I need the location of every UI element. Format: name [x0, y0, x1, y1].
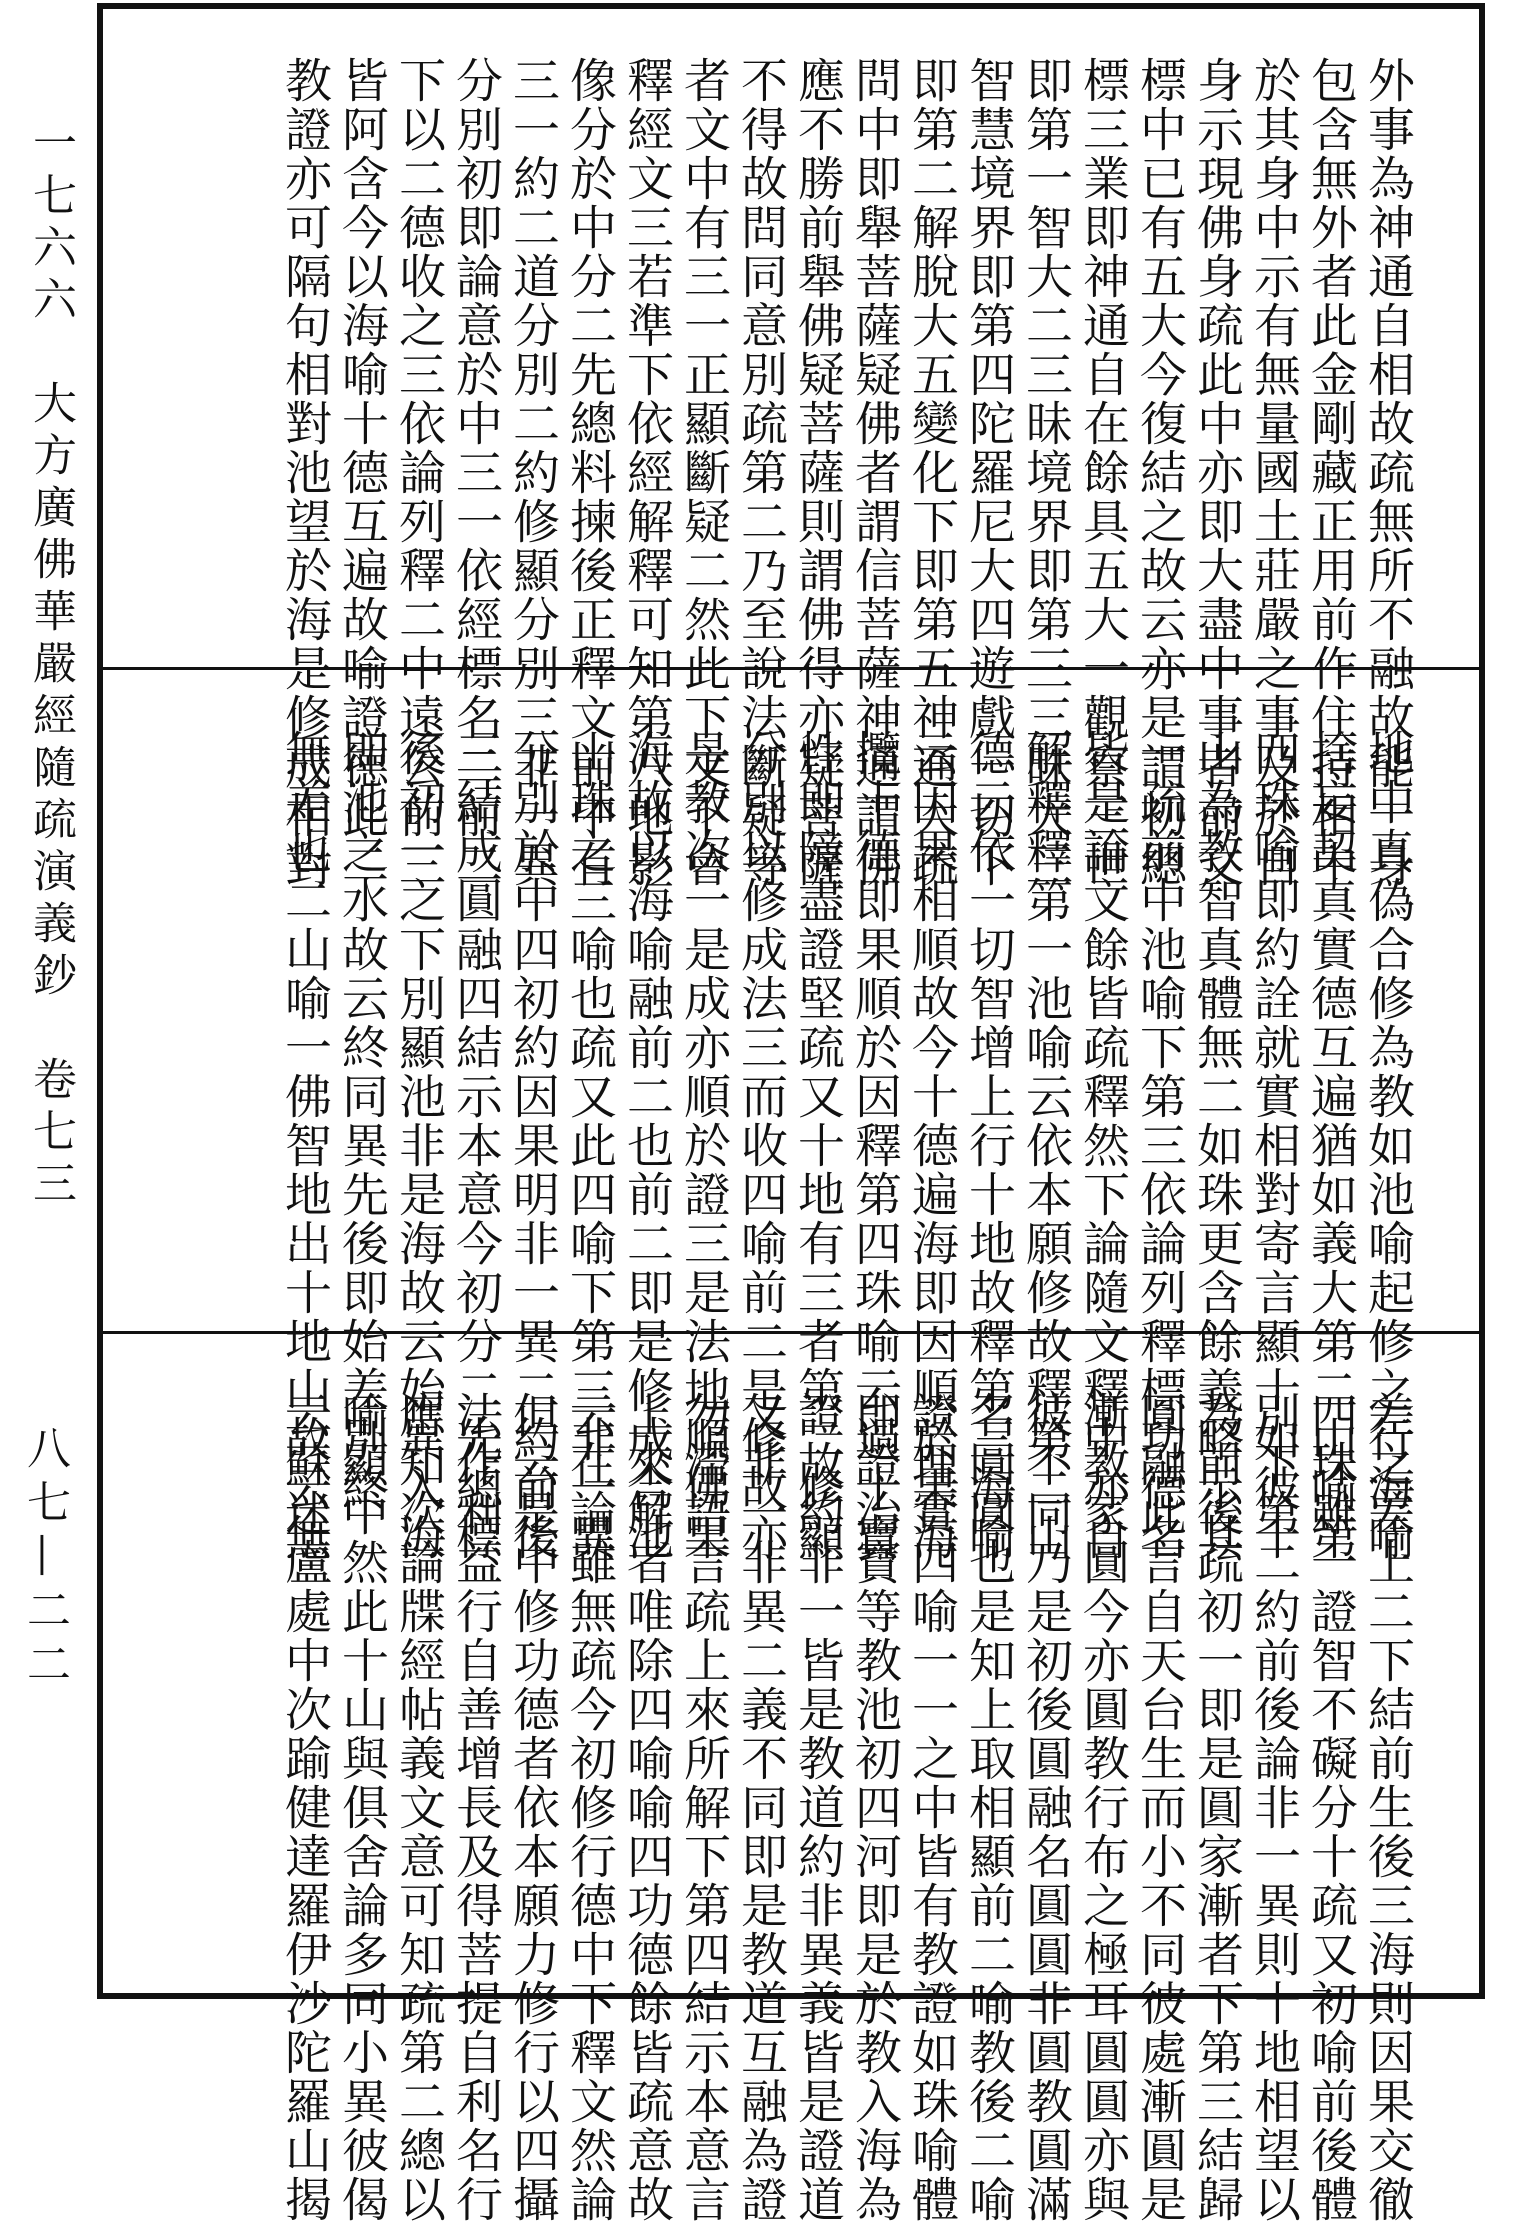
text-column: 教證亦可隔句相對池望於海是修成相對	[277, 56, 332, 889]
text-column: 證理實四喻一一之中皆有教證如珠喻體	[904, 1391, 959, 2224]
text-column: 云在論雖無疏今初修行德中下釋文然論	[562, 1391, 617, 2224]
text-column: 分別初即論意於中三一依經標名二前二	[448, 56, 503, 889]
text-column: 漸教家圓今亦圓教行布之極耳圓圓亦與	[1075, 1391, 1130, 2224]
text-column: 四珠雖一證智不礙分十疏又初喻前後體	[1303, 1391, 1358, 2224]
text-column: 分別於中四初約因果明非一異二約前後	[505, 729, 560, 1562]
text-column: 捨妄契真實德互遍猶如義大第二山喻第	[1303, 729, 1358, 1562]
text-column: 攬十德即果順於因釋第四珠喻云過十寶	[847, 729, 902, 1562]
text-column: 即第一智大二三昧境界即第三三昧大三	[1018, 56, 1073, 889]
text-column: 彼不同乃是初後圓融名圓圓非圓教圓滿	[1018, 1391, 1073, 2224]
text-register-2	[97, 679, 1485, 1562]
text-column: 外事為神通自相故疏無所不融故能一身	[1360, 56, 1415, 889]
text-column: 皆是論文餘皆疏釋然下論隨文釋中亦自	[1075, 729, 1130, 1562]
text-column: 山為教智真體無二如珠更含餘義略示其	[1189, 729, 1244, 1562]
text-column: 地中真偽合修為教如池喻起修之行海喻	[1360, 729, 1415, 1562]
text-column: 上來解者唯除四喻喻四功德餘皆疏意故	[619, 1391, 674, 2224]
text-column: 標中已有五大今復結之故云亦是謂初總	[1132, 56, 1187, 889]
text-column: 皆阿含今以海喻十德互遍故喻證德此二	[334, 56, 389, 889]
text-column: 為前後疏初一即是圓家漸者下第三結歸	[1189, 1391, 1244, 2224]
text-column: 應不勝前舉佛疑菩薩則謂佛得亦疑菩薩	[790, 56, 845, 889]
text-column: 證故約非一皆是教道約非異義皆是證道	[790, 1391, 845, 2224]
text-column: 名圓圓也是知上取相顯前二喻教後二喻	[961, 1391, 1016, 2224]
text-column: 即證治寶等教池初四河即是於教入海為	[847, 1391, 902, 2224]
text-column: 三一約二道分別二約修顯分別三非一異	[505, 56, 560, 889]
text-column: 即池之水故云終同異先後即始差別終	[334, 729, 389, 1513]
text-column: 海故以海喻融前二也前二即是修成合池	[619, 729, 674, 1562]
text-column: 者文中有三一正顯斷疑二然此下文下會	[676, 56, 731, 889]
text-column: 分別以修成法三而收四喻前二是修故亦	[733, 729, 788, 1562]
text-column: 一疏前中池喻下第三依論列釋標功德名	[1132, 729, 1187, 1562]
text-column: 圓融此言自天台生而小不同彼處漸圓是	[1132, 1391, 1187, 2224]
text-column: 云蘇迷盧處中次踰健達羅伊沙陀羅山揭	[277, 1391, 332, 2224]
text-column: 別下第二約前後論非一異則十地相望以	[1246, 1391, 1301, 2224]
text-column: 四珠喻即約詮就實相對寄言顯十如彼十	[1246, 729, 1301, 1562]
text-column: 差之差上二下結前生後三海則因果交徹	[1360, 1391, 1415, 2224]
text-column: 德云依一切智增上行十地故釋第三海喻	[961, 729, 1016, 1562]
text-column: 又非一非異二義不同即是教道互融為證	[733, 1391, 788, 2224]
margin-header: 一七六六 大方廣佛華嚴經隨疏演義鈔 卷七三	[25, 120, 76, 1212]
text-column: 但云是中修功德者依本願力修行以四攝	[505, 1391, 560, 2224]
text-column: 應知次論牒經帖義文意可知疏第二總以	[391, 1391, 446, 2224]
text-column: 勿滯語言疏上來所解下第四結示本意言	[676, 1391, 731, 2224]
text-column: 喻顯中然此十山與俱舍論多同小異彼偈	[334, 1391, 389, 2224]
text-column: 山珠之三喻也疏又此四喻下第三非一異	[562, 729, 617, 1562]
text-column: 下以二德收之三依論列釋二中遠公前三	[391, 56, 446, 889]
text-column: 身示現佛身疏此中亦即大盡中事者前文	[1189, 56, 1244, 889]
text-column: 釋經文三若準下依經解釋可知第八地影	[619, 56, 674, 889]
text-column: 於其身中示有無量國土莊嚴之事及於自	[1246, 56, 1301, 889]
text-column: 問中即舉菩薩疑佛者謂信菩薩神通謂佛	[847, 56, 902, 889]
text-register-1	[97, 6, 1485, 889]
text-column: 性即障盡證堅疏又十地有三者第二修顯	[790, 729, 845, 1562]
text-column: 三結成圓融四結示本意今初分二先總標	[448, 729, 503, 1562]
text-column: 是教次一是成亦順於證三是法地順佛果	[676, 729, 731, 1562]
text-column: 即第二解脫大五變化下即第五神通大疏	[904, 56, 959, 889]
text-column: 像分於中分二先總料揀後正釋文前中有	[562, 56, 617, 889]
text-column: 法作利益行自善增長及得菩提自利名行	[448, 1391, 503, 2224]
text-column: 標三業即神通自在餘具五大一觀察三世	[1075, 56, 1130, 889]
text-column: 後初一之下別顯池非是海故云始異入海	[391, 729, 446, 1562]
text-column: 無差也二山喻一佛智地出十地山故云無	[277, 729, 332, 1562]
text-column: 智慧境界即第四陀羅尼大四遊戲一切下	[961, 56, 1016, 889]
text-column: 云因果相順故今十德遍海即因順於果海	[904, 729, 959, 1562]
text-column: 不得故問同意別疏第二乃至說法斷疑等	[733, 56, 788, 889]
text-column: 包含無外者此金剛藏正用前作住持相中	[1303, 56, 1358, 889]
text-column: 解釋釋第一池喻云依本願修故釋第二山	[1018, 729, 1073, 1562]
margin-folio: 八七—二二	[19, 1425, 70, 1695]
text-register-3	[97, 1341, 1485, 2224]
